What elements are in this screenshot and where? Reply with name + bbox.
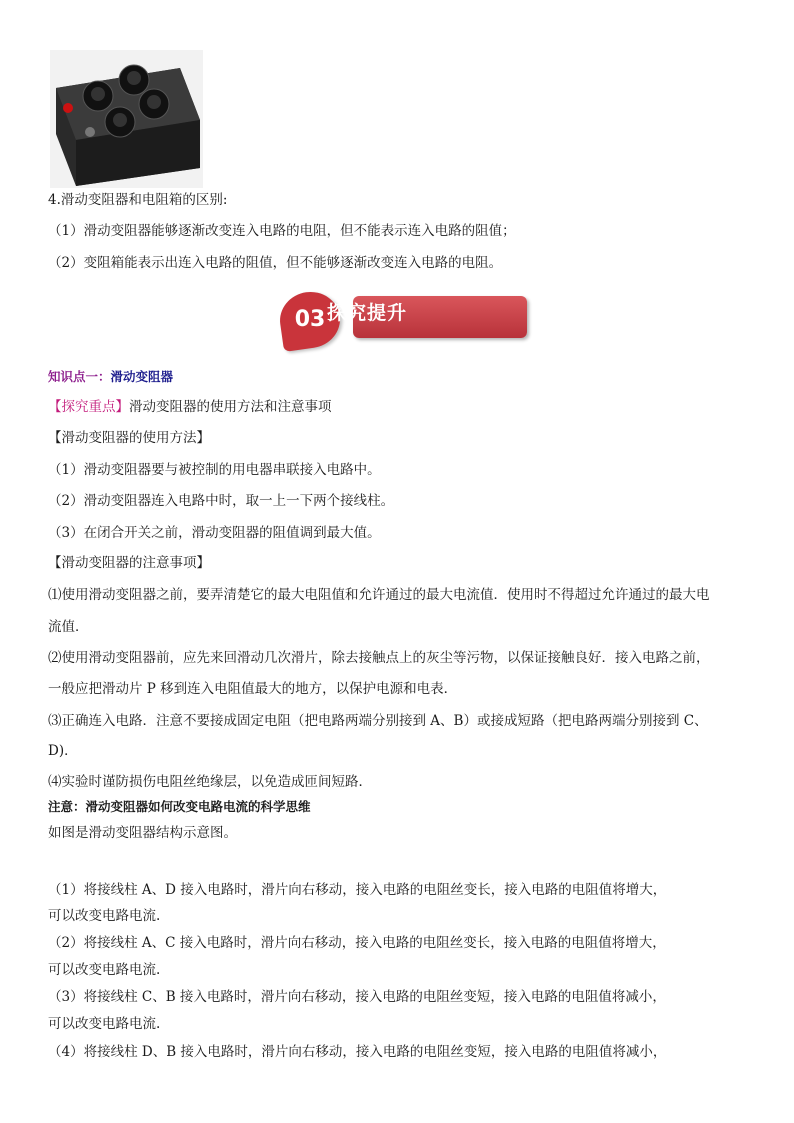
precaution-line: ⑶正确连入电路．注意不要接成固定电阻（把电路两端分别接到 A、B）或接成短路（把电路两端分别接到 C、 — [48, 713, 708, 729]
resistance-box-photo — [50, 50, 203, 188]
precaution-line: 一般应把滑动片 P 移到连入电阻值最大的地方，以保护电源和电表． — [48, 681, 458, 697]
difference-heading: 4.滑动变阻器和电阻箱的区别: — [48, 192, 228, 208]
case-line: 可以改变电路电流. — [48, 962, 161, 978]
note-intro: 如图是滑动变阻器结构示意图。 — [48, 825, 237, 841]
precaution-line: ⑴使用滑动变阻器之前，要弄清楚它的最大电阻值和允许通过的最大电流值．使用时不得超过允许通过的最大电 — [48, 587, 710, 603]
case-line: （4）将接线柱 D、B 接入电路时，滑片向右移动，接入电路的电阻丝变短，接入电路的电阻值将减小， — [48, 1044, 667, 1060]
precautions-heading: 【滑动变阻器的注意事项】 — [48, 555, 210, 571]
knowledge-point-prefix: 知识点一： — [48, 369, 111, 384]
difference-item: （2）变阻箱能表示出连入电路的阻值，但不能够逐渐改变连入电路的电阻。 — [48, 255, 503, 271]
knowledge-point-heading — [48, 367, 173, 387]
case-line: （2）将接线柱 A、C 接入电路时，滑片向右移动，接入电路的电阻丝变长，接入电路的电阻值将增大， — [48, 935, 666, 951]
knowledge-point-title: 滑动变阻器 — [110, 369, 174, 384]
usage-item: （3）在闭合开关之前，滑动变阻器的阻值调到最大值。 — [48, 525, 381, 541]
difference-item: （1）滑动变阻器能够逐渐改变连入电路的电阻，但不能表示连入电路的阻值； — [48, 223, 516, 239]
focus-tag: 【探究重点】 — [48, 399, 129, 415]
precaution-line: 流值． — [48, 619, 89, 635]
case-line: （3）将接线柱 C、B 接入电路时，滑片向右移动，接入电路的电阻丝变短，接入电路的电阻值将减小， — [48, 989, 666, 1005]
note-title: 注意：滑动变阻器如何改变电路电流的科学思维 — [48, 799, 311, 814]
section-banner — [280, 292, 530, 348]
section-number: 03 — [294, 307, 326, 332]
case-line: （1）将接线柱 A、D 接入电路时，滑片向右移动，接入电路的电阻丝变长，接入电路的电阻值将增大， — [48, 882, 667, 898]
precaution-line: ⑷实验时谨防损伤电阻丝绝缘层，以免造成匝间短路． — [48, 774, 372, 790]
case-line: 可以改变电路电流. — [48, 908, 161, 924]
case-line: 可以改变电路电流. — [48, 1016, 161, 1032]
usage-heading: 【滑动变阻器的使用方法】 — [48, 430, 210, 446]
usage-item: （2）滑动变阻器连入电路中时，取一上一下两个接线柱。 — [48, 493, 395, 509]
section-title: 探究提升 — [326, 302, 407, 324]
focus-line — [48, 397, 332, 417]
precaution-line: ⑵使用滑动变阻器前，应先来回滑动几次滑片，除去接触点上的灰尘等污物，以保证接触良好．接入电路之前， — [48, 650, 710, 666]
usage-item: （1）滑动变阻器要与被控制的用电器串联接入电路中。 — [48, 462, 381, 478]
focus-text: 滑动变阻器的使用方法和注意事项 — [129, 399, 332, 415]
precaution-line: D)． — [48, 743, 78, 759]
